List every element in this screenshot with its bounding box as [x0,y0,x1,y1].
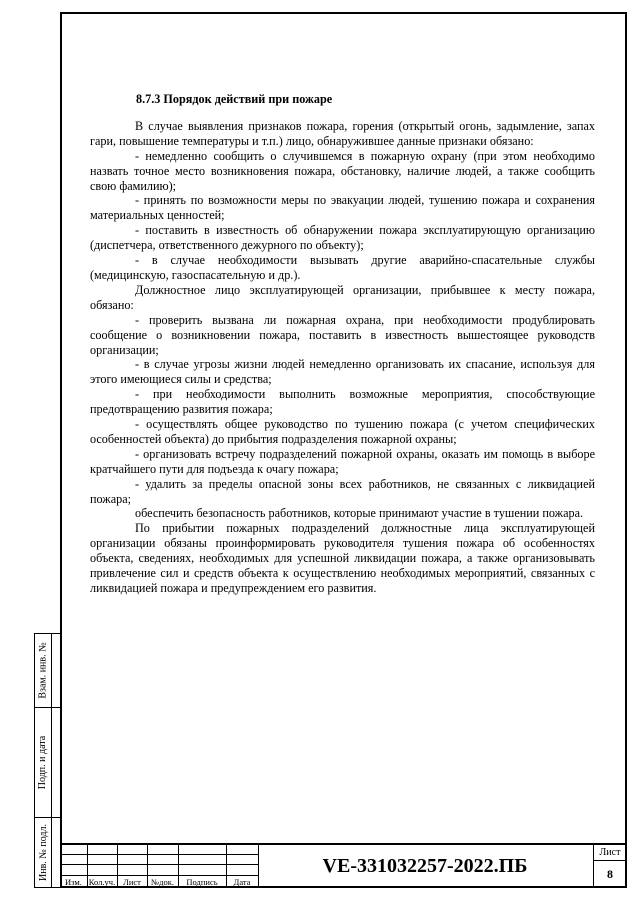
paragraph-list [90,119,595,596]
binding-stamp [34,633,60,888]
paragraph: - проверить вызвана ли пожарная охрана, при необходимости продублировать сообщение о возникновении пожара, поставить в известность вышестоящее руководств организации; [90,312,595,357]
stamp-podp: Подп. и дата [37,735,49,789]
document-number: VE-331032257-2022.ПБ [322,855,528,877]
paragraph: - осуществлять общее руководство по тушению пожара (с учетом специфических особенностей объекта) до прибытия подразделения пожарной охраны; [90,417,595,446]
paragraph: В случае выявления признаков пожара, горения (открытый огонь, задымление, запах гари, повышение температуры и т.п.) лицо, обнаружившее данные признаки обязано: [90,118,595,148]
stamp-inv: Инв. № подл. [37,823,49,881]
section-heading: 8.7.3 Порядок действий при пожаре [136,92,333,106]
stamp-vzam: Взам. инв. № [37,642,49,699]
paragraph: По прибытии пожарных подразделений должностные лица эксплуатирующей организации обязаны проинформировать руководителя тушения пожара об особенностях объекта, сведениях, необходимых для успешной ликвидации пожара, а также организовывать привлечение сил и средств объекта к осуществлению необходимых мероприятий, связанных с ликвидацией пожара и предупреждением его развития. [90,521,595,595]
title-block [60,843,627,888]
col-ndok: №док. [151,877,174,887]
document-body [90,92,595,596]
col-izm: Изм. [65,877,82,887]
col-kolvo: Кол.уч. [88,877,116,887]
sheet-number: 8 [607,867,613,881]
paragraph: - при необходимости выполнить возможные мероприятия, способствующие предотвращению развития пожара; [90,387,595,417]
paragraph: Должностное лицо эксплуатирующей организации, прибывшее к месту пожара, обязано: [90,282,595,312]
paragraph: - в случае необходимости вызывать другие аварийно-спасательные службы (медицинскую, газоспасательную и др.). [90,253,595,282]
paragraph: - поставить в известность об обнаружении пожара эксплуатирующую организацию (диспетчера, ответственного дежурного по объекту); [90,223,595,253]
paragraph: - в случае угрозы жизни людей немедленно организовать их спасание, используя для этого имеющиеся силы и средства; [90,357,595,387]
col-list: Лист [123,877,141,887]
paragraph: - удалить за пределы опасной зоны всех работников, не связанных с ликвидацией пожара; [90,476,595,506]
sheet-label: Лист [599,847,621,858]
paragraph: обеспечить безопасность работников, которые принимают участие в тушении пожара. [135,506,584,521]
col-podpis: Подпись [186,877,218,887]
paragraph: - организовать встречу подразделений пожарной охраны, оказать им помощь в выборе кратчайшего пути для подъезда к очагу пожара; [90,446,595,476]
paragraph: - принять по возможности меры по эвакуации людей, тушению пожара и сохранения материальных ценностей; [90,193,595,223]
col-data: Дата [233,877,251,887]
paragraph: - немедленно сообщить о случившемся в пожарную охрану (при этом необходимо назвать точное место возникновения пожара, обстановку, наличие людей, а также сообщить свою фамилию); [90,148,595,193]
